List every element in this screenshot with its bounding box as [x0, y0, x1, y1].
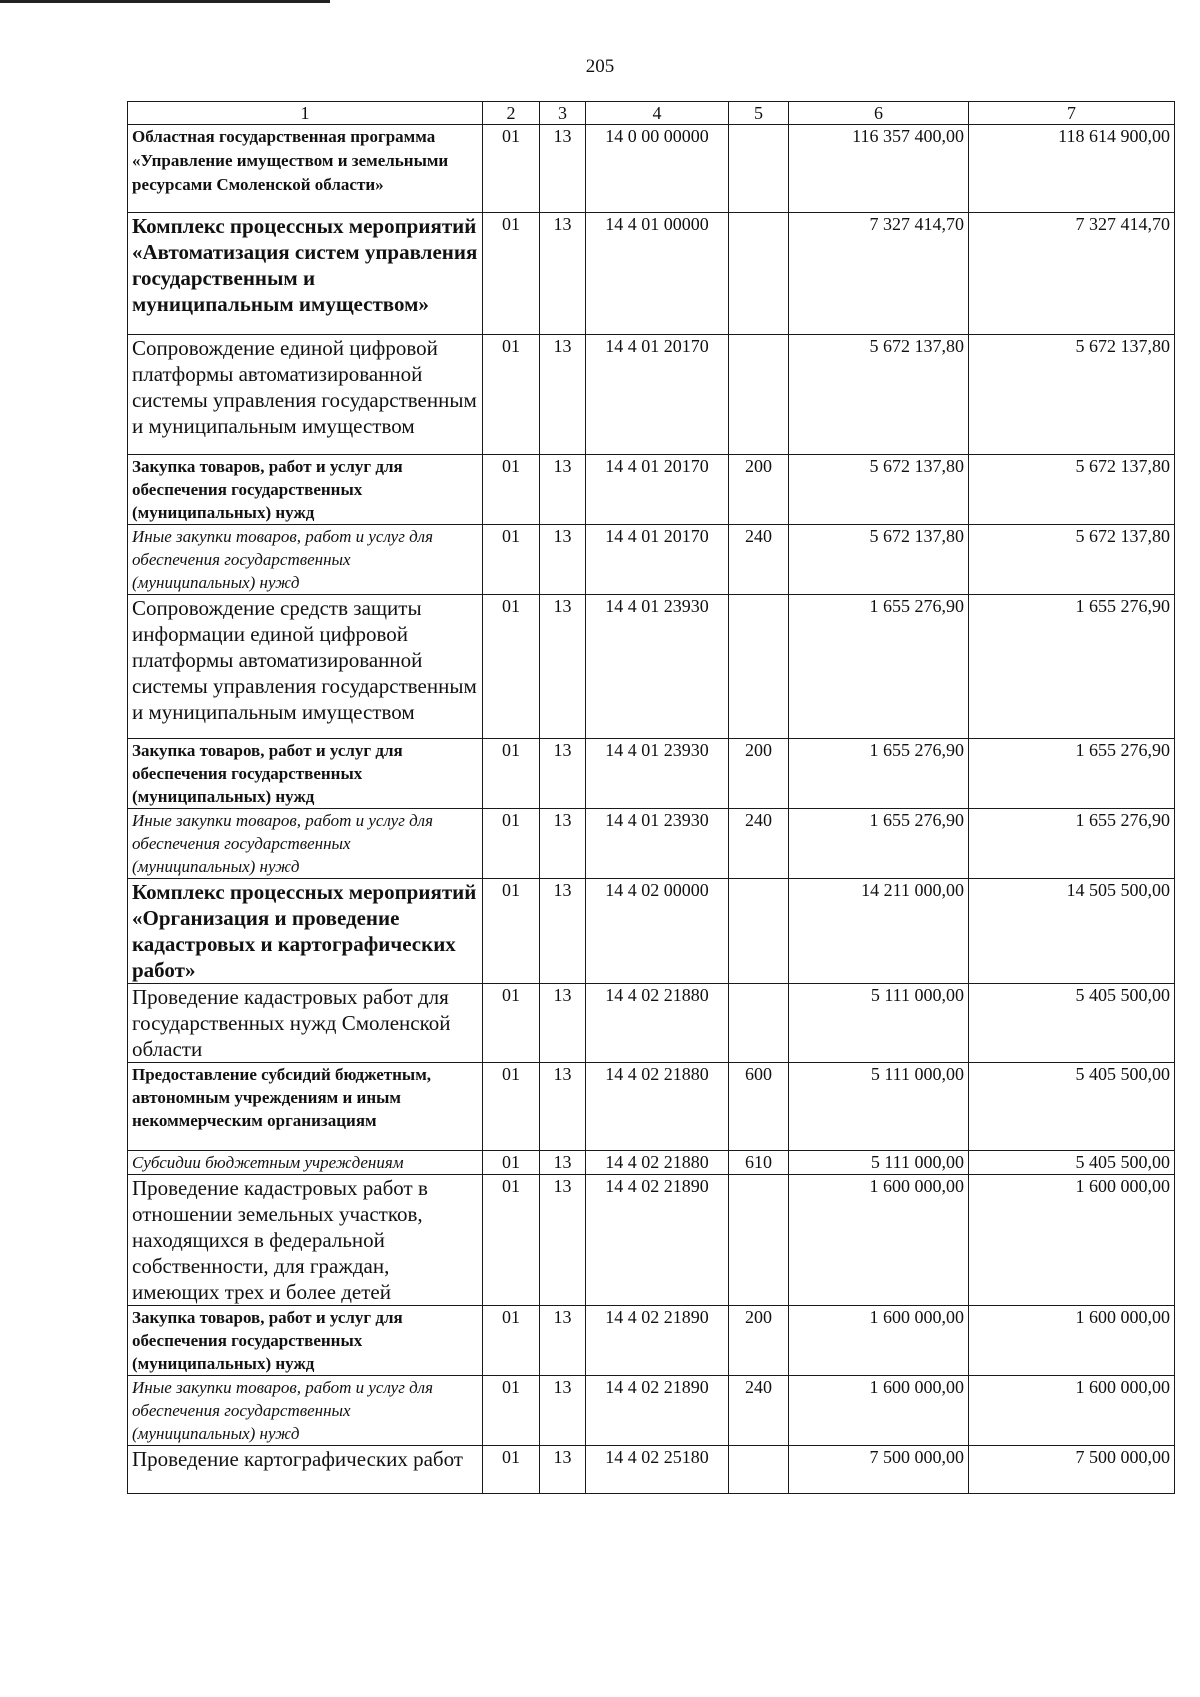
target-article-code: 14 4 01 20170	[586, 335, 729, 455]
row-name: Комплекс процессных мероприятий «Организация и проведение кадастровых и картографических работ»	[128, 879, 483, 984]
section-code: 01	[483, 1376, 540, 1446]
amount-year-2: 5 405 500,00	[969, 984, 1175, 1063]
section-code: 01	[483, 739, 540, 809]
table-row	[128, 1151, 1175, 1175]
budget-table	[127, 101, 1175, 1494]
row-name: Областная государственная программа «Управление имуществом и земельными ресурсами Смоленской области»	[128, 125, 483, 213]
amount-year-1: 5 672 137,80	[789, 335, 969, 455]
table-row	[128, 125, 1175, 213]
row-name: Закупка товаров, работ и услуг для обеспечения государственных (муниципальных) нужд	[128, 739, 483, 809]
amount-year-2: 1 600 000,00	[969, 1306, 1175, 1376]
subsection-code: 13	[540, 1446, 586, 1494]
header-cell: 1	[128, 102, 483, 125]
section-code: 01	[483, 125, 540, 213]
target-article-code: 14 4 02 21890	[586, 1306, 729, 1376]
amount-year-1: 5 672 137,80	[789, 525, 969, 595]
amount-year-1: 1 600 000,00	[789, 1175, 969, 1306]
table-row	[128, 1376, 1175, 1446]
amount-year-2: 1 655 276,90	[969, 809, 1175, 879]
section-code: 01	[483, 1306, 540, 1376]
amount-year-2: 5 672 137,80	[969, 335, 1175, 455]
row-name: Закупка товаров, работ и услуг для обеспечения государственных (муниципальных) нужд	[128, 1306, 483, 1376]
section-code: 01	[483, 1175, 540, 1306]
header-cell: 7	[969, 102, 1175, 125]
subsection-code: 13	[540, 739, 586, 809]
row-name: Сопровождение средств защиты информации единой цифровой платформы автоматизированной системы управления государственным и муниципальным имуществом	[128, 595, 483, 739]
amount-year-1: 7 327 414,70	[789, 213, 969, 335]
target-article-code: 14 4 01 20170	[586, 525, 729, 595]
subsection-code: 13	[540, 1175, 586, 1306]
row-name: Комплекс процессных мероприятий «Автоматизация систем управления государственным и муниципальным имуществом»	[128, 213, 483, 335]
amount-year-1: 116 357 400,00	[789, 125, 969, 213]
target-article-code: 14 4 02 21890	[586, 1175, 729, 1306]
target-article-code: 14 4 02 21890	[586, 1376, 729, 1446]
row-name: Иные закупки товаров, работ и услуг для обеспечения государственных (муниципальных) нужд	[128, 525, 483, 595]
amount-year-2: 7 327 414,70	[969, 213, 1175, 335]
amount-year-2: 118 614 900,00	[969, 125, 1175, 213]
header-cell: 4	[586, 102, 729, 125]
row-name: Проведение кадастровых работ для государственных нужд Смоленской области	[128, 984, 483, 1063]
subsection-code: 13	[540, 213, 586, 335]
table-row	[128, 335, 1175, 455]
amount-year-1: 14 211 000,00	[789, 879, 969, 984]
subsection-code: 13	[540, 1063, 586, 1151]
section-code: 01	[483, 1151, 540, 1175]
expense-type-code	[729, 335, 789, 455]
amount-year-1: 1 655 276,90	[789, 809, 969, 879]
section-code: 01	[483, 809, 540, 879]
amount-year-2: 5 405 500,00	[969, 1151, 1175, 1175]
expense-type-code	[729, 984, 789, 1063]
target-article-code: 14 4 02 21880	[586, 984, 729, 1063]
subsection-code: 13	[540, 1376, 586, 1446]
expense-type-code: 240	[729, 809, 789, 879]
subsection-code: 13	[540, 809, 586, 879]
table-row	[128, 1306, 1175, 1376]
subsection-code: 13	[540, 455, 586, 525]
amount-year-2: 1 600 000,00	[969, 1376, 1175, 1446]
target-article-code: 14 0 00 00000	[586, 125, 729, 213]
row-name: Субсидии бюджетным учреждениям	[128, 1151, 483, 1175]
amount-year-1: 5 111 000,00	[789, 1063, 969, 1151]
table-row	[128, 213, 1175, 335]
target-article-code: 14 4 01 00000	[586, 213, 729, 335]
expense-type-code: 200	[729, 739, 789, 809]
amount-year-2: 7 500 000,00	[969, 1446, 1175, 1494]
section-code: 01	[483, 879, 540, 984]
amount-year-1: 5 111 000,00	[789, 984, 969, 1063]
amount-year-1: 1 655 276,90	[789, 739, 969, 809]
expense-type-code: 200	[729, 1306, 789, 1376]
subsection-code: 13	[540, 125, 586, 213]
expense-type-code: 240	[729, 525, 789, 595]
subsection-code: 13	[540, 1151, 586, 1175]
amount-year-2: 5 405 500,00	[969, 1063, 1175, 1151]
row-name: Проведение кадастровых работ в отношении земельных участков, находящихся в федеральной собственности, для граждан, имеющих трех и более детей	[128, 1175, 483, 1306]
row-name: Предоставление субсидий бюджетным, автономным учреждениям и иным некоммерческим организациям	[128, 1063, 483, 1151]
subsection-code: 13	[540, 595, 586, 739]
target-article-code: 14 4 01 23930	[586, 809, 729, 879]
page-number: 205	[585, 56, 615, 77]
amount-year-1: 5 672 137,80	[789, 455, 969, 525]
amount-year-2: 5 672 137,80	[969, 455, 1175, 525]
table-row	[128, 984, 1175, 1063]
amount-year-1: 1 600 000,00	[789, 1306, 969, 1376]
amount-year-1: 7 500 000,00	[789, 1446, 969, 1494]
expense-type-code	[729, 1175, 789, 1306]
table-row	[128, 595, 1175, 739]
header-cell: 5	[729, 102, 789, 125]
expense-type-code: 240	[729, 1376, 789, 1446]
target-article-code: 14 4 02 21880	[586, 1151, 729, 1175]
header-cell: 2	[483, 102, 540, 125]
section-code: 01	[483, 595, 540, 739]
section-code: 01	[483, 1063, 540, 1151]
expense-type-code	[729, 879, 789, 984]
expense-type-code: 200	[729, 455, 789, 525]
amount-year-2: 1 655 276,90	[969, 595, 1175, 739]
table-row	[128, 739, 1175, 809]
amount-year-2: 1 600 000,00	[969, 1175, 1175, 1306]
amount-year-2: 14 505 500,00	[969, 879, 1175, 984]
row-name: Сопровождение единой цифровой платформы автоматизированной системы управления государственным и муниципальным имуществом	[128, 335, 483, 455]
header-cell: 6	[789, 102, 969, 125]
section-code: 01	[483, 455, 540, 525]
expense-type-code: 610	[729, 1151, 789, 1175]
expense-type-code	[729, 125, 789, 213]
table-row	[128, 1063, 1175, 1151]
expense-type-code	[729, 213, 789, 335]
top-edge-rule	[0, 0, 330, 3]
row-name: Проведение картографических работ	[128, 1446, 483, 1494]
target-article-code: 14 4 01 20170	[586, 455, 729, 525]
section-code: 01	[483, 984, 540, 1063]
expense-type-code	[729, 1446, 789, 1494]
target-article-code: 14 4 02 21880	[586, 1063, 729, 1151]
expense-type-code	[729, 595, 789, 739]
section-code: 01	[483, 525, 540, 595]
target-article-code: 14 4 01 23930	[586, 739, 729, 809]
table-row	[128, 1446, 1175, 1494]
target-article-code: 14 4 02 00000	[586, 879, 729, 984]
section-code: 01	[483, 1446, 540, 1494]
row-name: Закупка товаров, работ и услуг для обеспечения государственных (муниципальных) нужд	[128, 455, 483, 525]
amount-year-2: 1 655 276,90	[969, 739, 1175, 809]
subsection-code: 13	[540, 879, 586, 984]
target-article-code: 14 4 02 25180	[586, 1446, 729, 1494]
subsection-code: 13	[540, 1306, 586, 1376]
subsection-code: 13	[540, 525, 586, 595]
row-name: Иные закупки товаров, работ и услуг для обеспечения государственных (муниципальных) нужд	[128, 1376, 483, 1446]
row-name: Иные закупки товаров, работ и услуг для обеспечения государственных (муниципальных) нужд	[128, 809, 483, 879]
amount-year-1: 5 111 000,00	[789, 1151, 969, 1175]
table-row	[128, 809, 1175, 879]
table-row	[128, 455, 1175, 525]
table-row	[128, 879, 1175, 984]
section-code: 01	[483, 213, 540, 335]
table-row	[128, 525, 1175, 595]
subsection-code: 13	[540, 335, 586, 455]
header-cell: 3	[540, 102, 586, 125]
amount-year-1: 1 655 276,90	[789, 595, 969, 739]
subsection-code: 13	[540, 984, 586, 1063]
section-code: 01	[483, 335, 540, 455]
amount-year-2: 5 672 137,80	[969, 525, 1175, 595]
table-header-row	[128, 102, 1175, 125]
table-row	[128, 1175, 1175, 1306]
expense-type-code: 600	[729, 1063, 789, 1151]
amount-year-1: 1 600 000,00	[789, 1376, 969, 1446]
target-article-code: 14 4 01 23930	[586, 595, 729, 739]
